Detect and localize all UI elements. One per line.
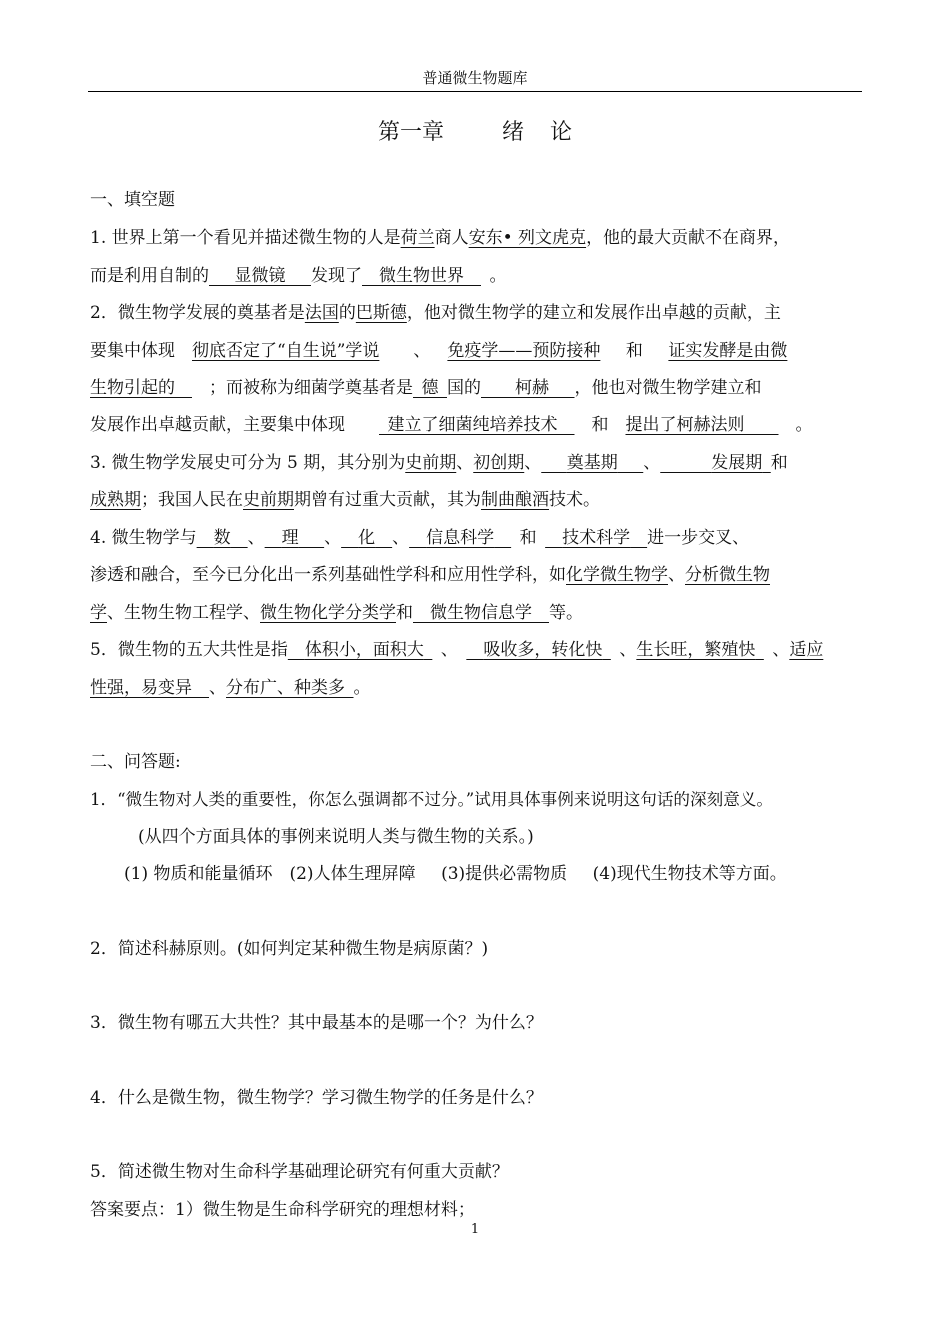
qa-answer — [90, 1196, 862, 1224]
blank-answer: 显微镜 — [234, 266, 286, 286]
blank-answer: 建立了细菌纯培养技术 — [387, 415, 558, 435]
blank-answer: 学 — [90, 603, 107, 623]
blank-answer: 信息科学 — [426, 528, 495, 548]
blank-answer: 德 — [421, 378, 439, 398]
blank-answer: 数 — [213, 528, 231, 548]
blank-answer: 免疫学——预防接种 — [447, 341, 601, 361]
blank-answer: 法国 — [304, 303, 339, 323]
answer-point: 1）微生物是生命科学研究的理想材料； — [175, 1200, 475, 1220]
chapter-number: 第一章 — [377, 120, 444, 145]
blank-answer: 微生物化学分类学 — [260, 603, 396, 623]
fill-q3-line2: 成熟期；我国人民在史前期期曾有过重大贡献，其为制曲酿酒技术。 — [90, 490, 600, 510]
section-heading-qa: 二、问答题: — [90, 752, 181, 772]
blank-answer: 生物引起的 — [90, 378, 175, 398]
answer-label: 答案要点： — [90, 1200, 175, 1220]
blank-answer: 证实发酵是由微 — [668, 341, 788, 361]
section-heading-fill: 一、填空题 — [90, 190, 175, 210]
blank-answer: 巴斯德 — [355, 303, 407, 323]
fill-q1-line2: 而是利用自制的 显微镜 发现了 微生物世界 。 — [90, 266, 507, 286]
blank-answer: 史前期 — [405, 453, 457, 473]
fill-q2-line1: 2．微生物学发展的奠基者是法国的巴斯德，他对微生物学的建立和发展作出卓越的贡献，主 — [90, 303, 781, 323]
blank-answer: 技术科学 — [562, 528, 631, 548]
header-rule — [88, 91, 862, 92]
page-header: 普通微生物题库 — [422, 69, 528, 87]
blank-answer: 史前期 — [243, 490, 294, 510]
qa-q1-point: (2)人体生理屏障 — [289, 864, 416, 884]
blank-answer: 成熟期 — [90, 490, 141, 510]
blank-answer: 制曲酿酒 — [481, 490, 549, 510]
blank-answer: 提出了柯赫法则 — [625, 415, 745, 435]
qa-q3: 3．微生物有哪五大共性？其中最基本的是哪一个？为什么？ — [90, 1013, 543, 1033]
blank-answer: 初创期 — [473, 453, 525, 473]
blank-answer: 性强，易变异 — [90, 678, 192, 698]
chapter-title — [0, 116, 950, 150]
blank-answer: 彻底否定了“自生说”学说 — [192, 341, 380, 361]
blank-answer: 化 — [358, 528, 376, 548]
page-number: 1 — [470, 1222, 480, 1237]
blank-answer: 体积小，面积大 — [304, 640, 424, 660]
fill-q4-line3: 学、生物生物工程学、微生物化学分类学和 微生物信息学 等。 — [90, 603, 583, 623]
blank-answer: 生长旺，繁殖快 — [636, 640, 756, 660]
qa-q1-hint: (从四个方面具体的事例来说明人类与微生物的关系。) — [138, 827, 534, 847]
qa-q5: 5．简述微生物对生命科学基础理论研究有何重大贡献？ — [90, 1162, 509, 1182]
fill-q5-line2: 性强，易变异 、分布广、种类多 。 — [90, 678, 371, 698]
blank-answer: 安东• 列文虎克 — [468, 228, 587, 248]
fill-q2-line4: 发展作出卓越贡献，主要集中体现 建立了细菌纯培养技术 和 提出了柯赫法则 。 — [90, 415, 813, 435]
blank-answer: 分析微生物 — [685, 565, 770, 585]
chapter-name-first: 绪 — [501, 120, 524, 145]
blank-answer: 发展期 — [711, 453, 763, 473]
fill-q4-line1: 4. 微生物学与 数 、 理 、 化 、 信息科学 和 技术科学 进一步交叉、 — [90, 528, 750, 548]
fill-q4-line2: 渗透和融合，至今已分化出一系列基础性学科和应用性学科，如化学微生物学、分析微生物 — [90, 565, 770, 585]
qa-q1-point: (1) 物质和能量循环 — [124, 864, 273, 884]
fill-q3-line1: 3. 微生物学发展史可分为 5 期，其分别为史前期、初创期、 奠基期 、 发展期 和 — [90, 453, 788, 473]
chapter-name-second: 论 — [550, 120, 573, 145]
blank-answer: 柯赫 — [515, 378, 549, 398]
blank-answer: 吸收多，转化快 — [483, 640, 603, 660]
blank-answer: 分布广、种类多 — [226, 678, 345, 698]
fill-q1-line1: 1. 世界上第一个看见并描述微生物的人是荷兰商人安东• 列文虎克，他的最大贡献不在商界， — [90, 228, 791, 248]
blank-answer: 化学微生物学 — [566, 565, 668, 585]
blank-answer: 荷兰 — [400, 228, 435, 248]
fill-q2-line2: 要集中体现 彻底否定了“自生说”学说 、 免疫学——预防接种 和 证实发酵是由微 — [90, 341, 788, 361]
blank-answer: 适应 — [789, 640, 824, 660]
qa-q4: 4．什么是微生物，微生物学？学习微生物学的任务是什么？ — [90, 1088, 543, 1108]
qa-q1-points — [124, 860, 862, 888]
qa-q2: 2．简述科赫原则。(如何判定某种微生物是病原菌？) — [90, 939, 489, 959]
qa-q1-main: 1．“微生物对人类的重要性，你怎么强调都不过分。”试用具体事例来说明这句话的深刻意义。 — [90, 790, 773, 809]
blank-answer: 理 — [281, 528, 299, 548]
qa-q1-point: (3)提供必需物质 — [441, 864, 568, 884]
qa-q1-point: (4)现代生物技术等方面。 — [592, 864, 787, 884]
fill-q2-line3: 生物引起的 ；而被称为细菌学奠基者是 德 国的 柯赫 ，他也对微生物学建立和 — [90, 378, 762, 398]
fill-q5-line1: 5．微生物的五大共性是指 体积小，面积大 、 吸收多，转化快 、生长旺，繁殖快 、适应 — [90, 640, 824, 660]
blank-answer: 微生物世界 — [379, 266, 464, 286]
blank-answer: 微生物信息学 — [430, 603, 532, 623]
blank-answer: 奠基期 — [566, 453, 618, 473]
